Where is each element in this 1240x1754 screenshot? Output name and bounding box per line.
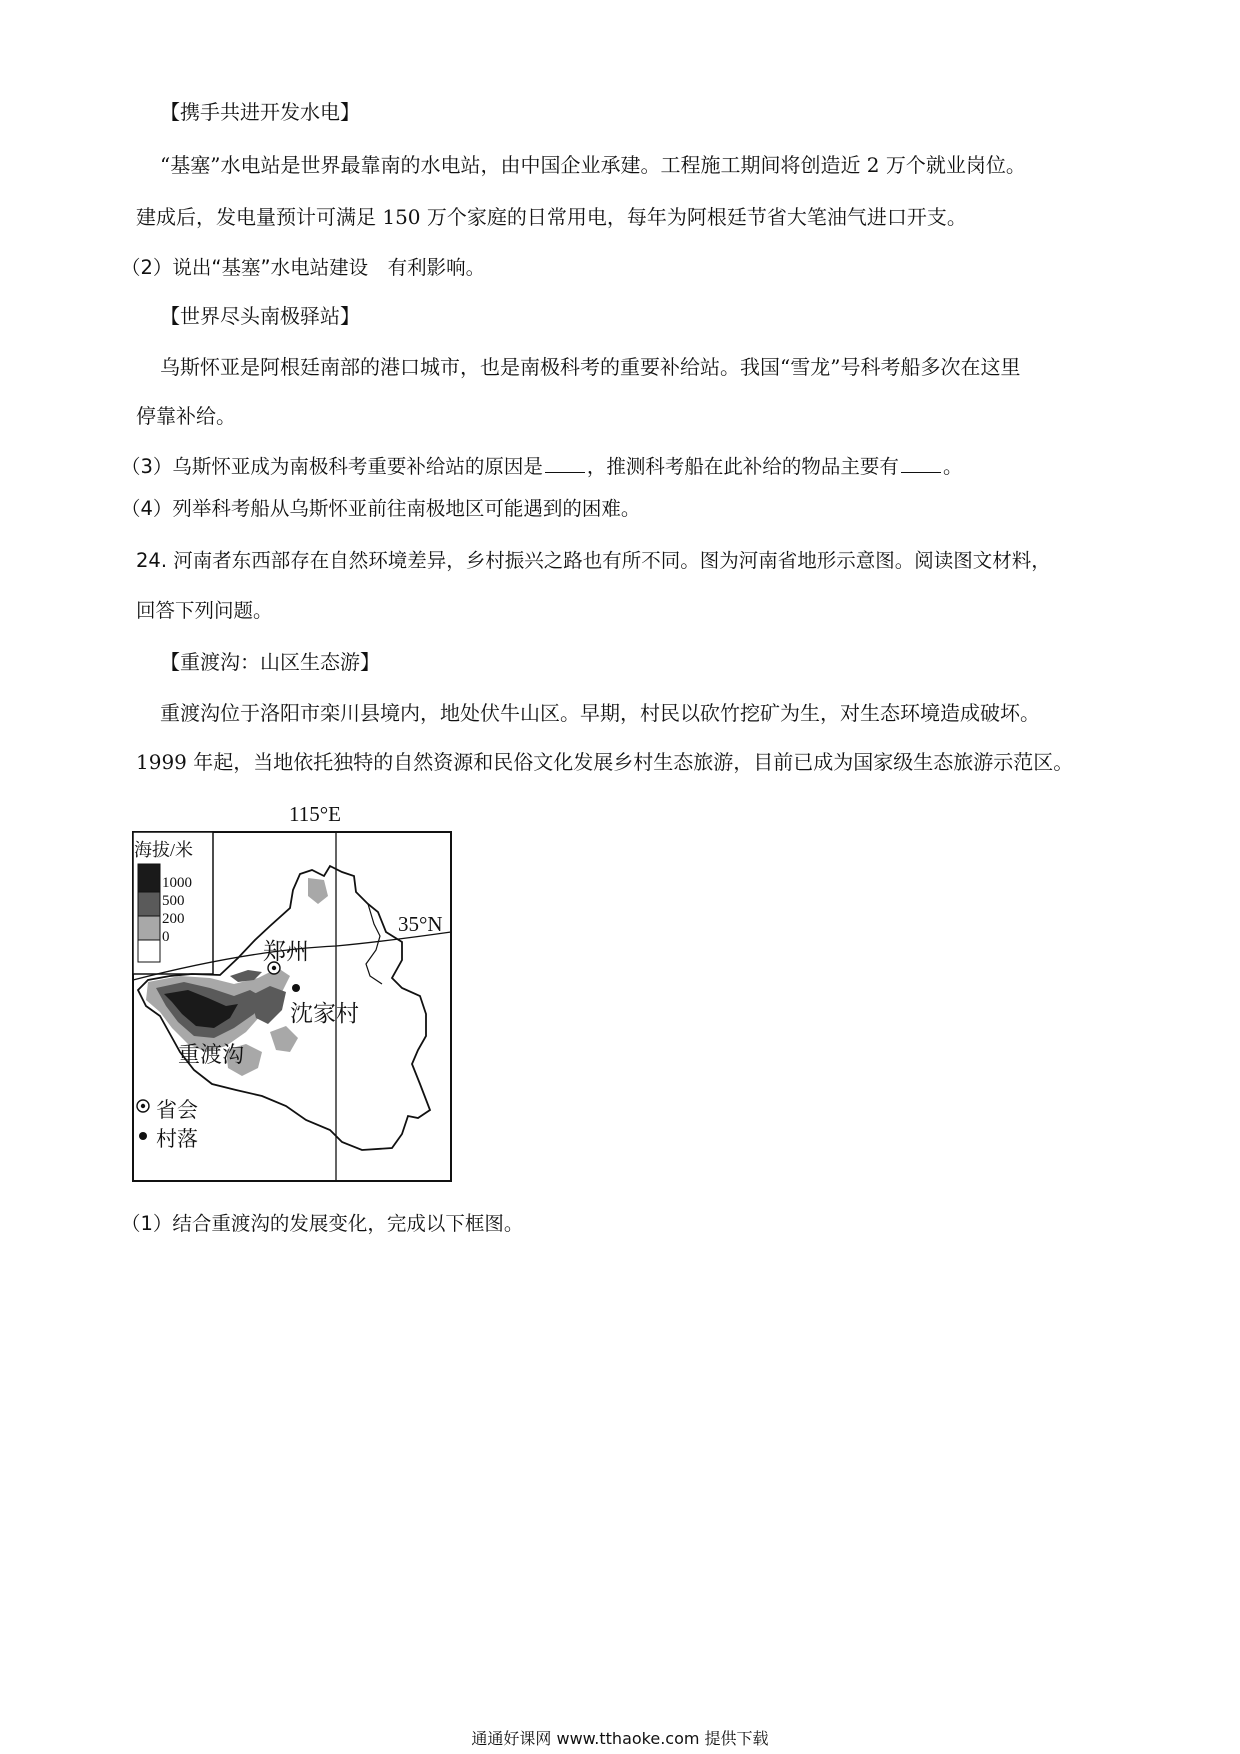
legend-title: 海拔/米	[134, 840, 194, 860]
question-3-part1: （3）乌斯怀亚成为南极科考重要补给站的原因是	[121, 455, 543, 478]
question-1: （1）结合重渡沟的发展变化，完成以下框图。	[121, 1212, 524, 1235]
legend-label-1000: 1000	[162, 875, 192, 891]
place-label-zhengzhou: 郑州	[263, 939, 309, 964]
legend-capital-label: 省会	[156, 1098, 198, 1122]
question-3	[121, 453, 962, 481]
answer-blank-2[interactable]	[901, 454, 941, 473]
hydro-paragraph-line1: “基塞”水电站是世界最靠南的水电站，由中国企业承建。工程施工期间将创造近 2 万个就业岗位。	[160, 153, 1026, 177]
legend-label-200: 200	[162, 911, 185, 927]
legend-swatch-200	[138, 916, 160, 940]
village-symbol	[292, 984, 300, 992]
section-heading-antarctic: 【世界尽头南极驿站】	[160, 304, 360, 328]
legend-swatch-1000	[138, 864, 160, 892]
question-2: （2）说出“基塞”水电站建设 有利影响。	[121, 256, 486, 279]
place-label-chongdugou: 重渡沟	[178, 1042, 245, 1067]
chongdugou-paragraph-line1: 重渡沟位于洛阳市栾川县境内，地处伏牛山区。早期，村民以砍竹挖矿为生，对生态环境造成破坏。	[160, 701, 1040, 725]
legend-swatch-0	[138, 940, 160, 962]
longitude-label: 115°E	[289, 802, 341, 826]
legend-swatch-500	[138, 892, 160, 916]
antarctic-paragraph-line1: 乌斯怀亚是阿根廷南部的港口城市，也是南极科考的重要补给站。我国“雪龙”号科考船多次在这里	[160, 355, 1021, 379]
question-24-intro-line2: 回答下列问题。	[136, 599, 273, 622]
question-3-part3: 。	[942, 455, 963, 478]
question-3-part2: ，推测科考船在此补给的物品主要有	[586, 455, 899, 478]
question-4: （4）列举科考船从乌斯怀亚前往南极地区可能遇到的困难。	[121, 497, 641, 520]
question-24-intro-line1: 24. 河南者东西部存在自然环境差异，乡村振兴之路也有所不同。图为河南省地形示意图。阅读图文材料，	[136, 549, 1051, 572]
page-footer: 通通好课网 www.tthaoke.com 提供下载	[471, 1729, 769, 1748]
antarctic-paragraph-line2: 停靠补给。	[136, 404, 236, 428]
legend-village-label: 村落	[156, 1127, 198, 1151]
legend-label-500: 500	[162, 893, 185, 909]
place-label-shenjiacun: 沈家村	[290, 1001, 359, 1026]
chongdugou-paragraph-line2: 1999 年起，当地依托独特的自然资源和民俗文化发展乡村生态旅游，目前已成为国家级生态旅游示范区。	[136, 750, 1074, 774]
legend-label-0: 0	[162, 929, 170, 945]
henan-terrain-map	[130, 800, 455, 1185]
section-heading-hydro: 【携手共进开发水电】	[160, 100, 360, 124]
legend-village-symbol	[139, 1132, 147, 1140]
hydro-paragraph-line2: 建成后，发电量预计可满足 150 万个家庭的日常用电，每年为阿根廷节省大笔油气进口开支。	[136, 205, 967, 229]
answer-blank-1[interactable]	[545, 454, 585, 473]
section-heading-chongdugou: 【重渡沟：山区生态游】	[160, 650, 380, 674]
latitude-label: 35°N	[398, 912, 443, 936]
